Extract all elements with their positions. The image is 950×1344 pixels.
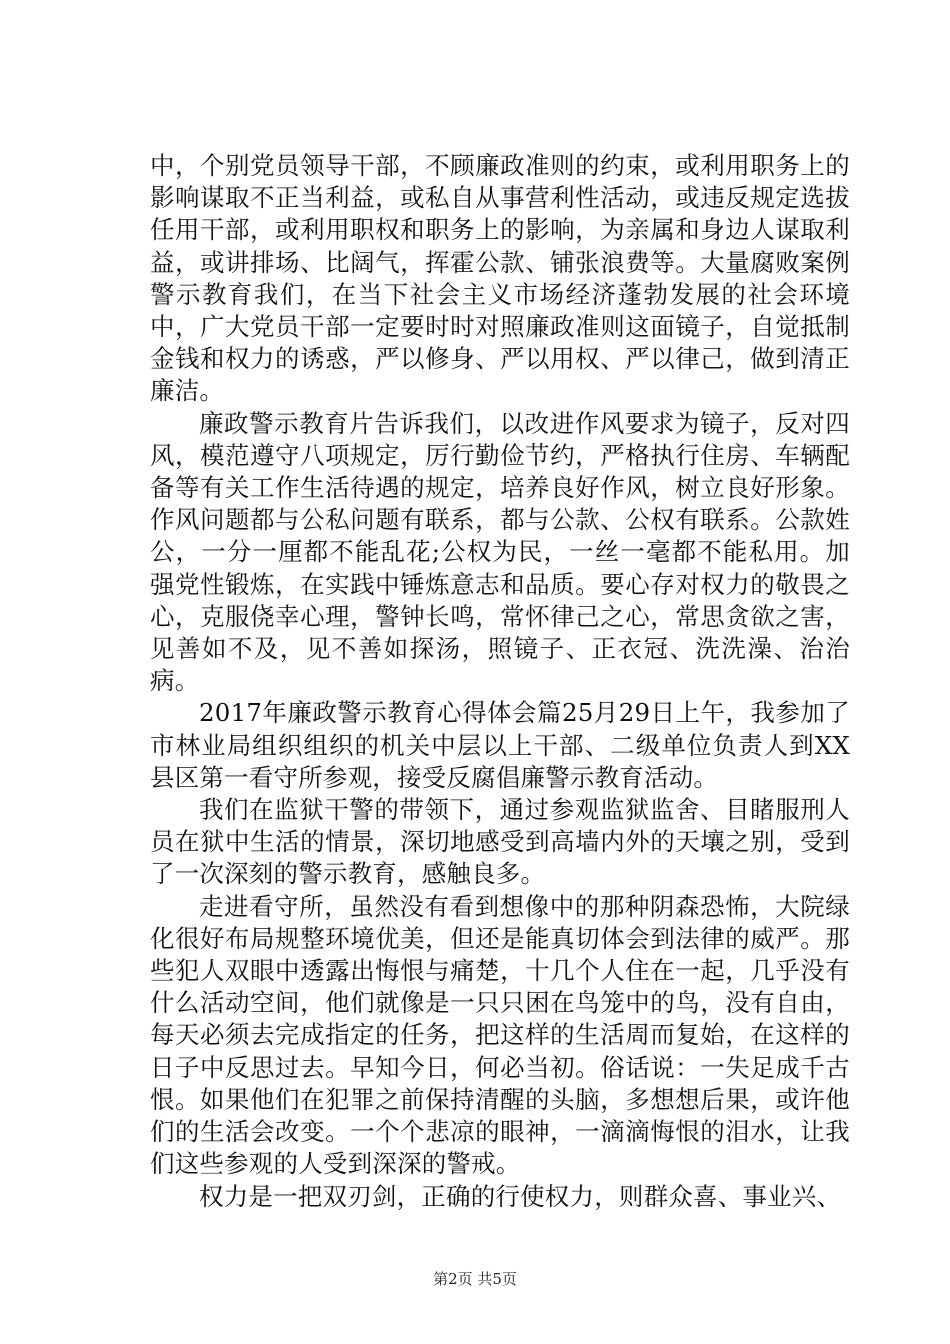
paragraph: 我们在监狱干警的带领下，通过参观监狱监舍、目睹服刑人员在狱中生活的情景，深切地感受到高墙内外的天壤之别，受到了一次深刻的警示教育，感触良多。 — [150, 795, 850, 889]
paragraph: 走进看守所，虽然没有看到想像中的那种阴森恐怖，大院绿化很好布局规整环境优美，但还是能真切体会到法律的威严。那些犯人双眼中透露出悔恨与痛楚，十几个人住在一起，几乎没有什么活动空间，他们就像是一只只困在鸟笼中的鸟，没有自由，每天必须去完成指定的任务，把这样的生活周而复始，在这样的日子中反思过去。早知今日，何必当初。俗话说：一失足成千古恨。如果他们在犯罪之前保持清醒的头脑，多想想后果，或许他们的生活会改变。一个个悲凉的眼神，一滴滴悔恨的泪水，让我们这些参观的人受到深深的警戒。 — [150, 891, 850, 1179]
page-number-footer: 第2页 共5页 — [433, 1270, 517, 1288]
paragraph: 廉政警示教育片告诉我们，以改进作风要求为镜子，反对四风，模范遵守八项规定，厉行勤俭节约，严格执行住房、车辆配备等有关工作生活待遇的规定，培养良好作风，树立良好形象。作风问题都与公私问题有联系，都与公款、公权有联系。公款姓公，一分一厘都不能乱花;公权为民，一丝一毫都不能私用。加强党性锻炼，在实践中锤炼意志和品质。要心存对权力的敬畏之心，克服侥幸心理，警钟长鸣，常怀律己之心，常思贪欲之害，见善如不及，见不善如探汤，照镜子、正衣冠、洗洗澡、治治病。 — [150, 408, 850, 696]
paragraph: 权力是一把双刃剑，正确的行使权力，则群众喜、事业兴、 — [199, 1181, 842, 1211]
document-body — [150, 150, 850, 1213]
paragraph: 中，个别党员领导干部，不顾廉政准则的约束，或利用职务上的影响谋取不正当利益，或私自从事营利性活动，或违反规定选拔任用干部，或利用职权和职务上的影响，为亲属和身边人谋取利益，或讲排场、比阔气，挥霍公款、铺张浪费等。大量腐败案例警示教育我们，在当下社会主义市场经济蓬勃发展的社会环境中，广大党员干部一定要时时对照廉政准则这面镜子，自觉抵制金钱和权力的诱惑，严以修身、严以用权、严以律己，做到清正廉洁。 — [150, 151, 850, 406]
paragraph: 2017年廉政警示教育心得体会篇25月29日上午，我参加了市林业局组织组织的机关中层以上干部、二级单位负责人到XX县区第一看守所参观，接受反腐倡廉警示教育活动。 — [150, 698, 850, 792]
